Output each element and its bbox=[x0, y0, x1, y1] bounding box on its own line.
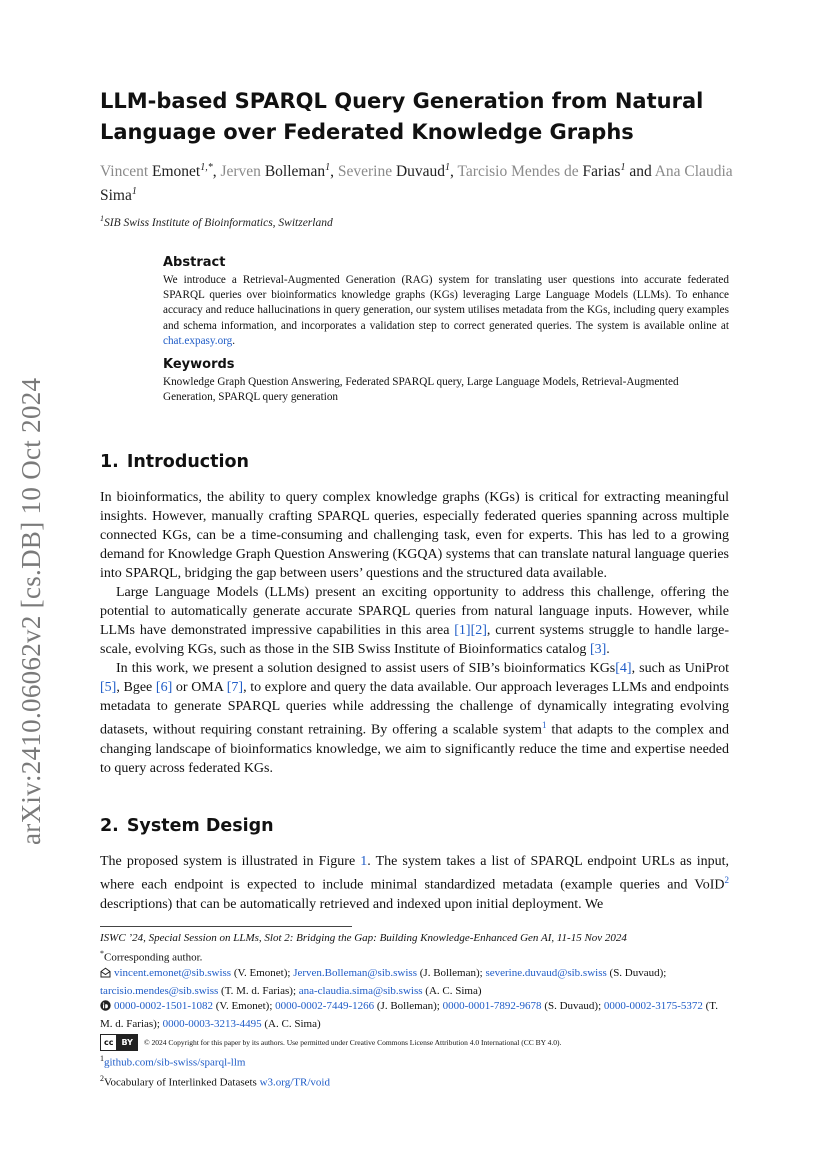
github-link[interactable]: github.com/sib-swiss/sparql-llm bbox=[104, 1056, 246, 1069]
author: Jerven Bolleman$^1$, bbox=[220, 162, 338, 181]
void-link[interactable]: w3.org/TR/void bbox=[259, 1076, 330, 1089]
orcid-link[interactable]: 0000-0002-1501-1082 bbox=[114, 1000, 213, 1013]
author: Tarcisio Mendes de Farias$^1$ and bbox=[457, 162, 655, 181]
paragraph: In this work, we present a solution designed to assist users of SIB’s bioinformatics KGs[4], such as UniProt [5], Bgee [6] or OMA [7], to explore and query the data available. Our approach leverages LLMs and endpoints metadata to generate SPARQL queries while addressing the challenge of dynamically integrating evolving datasets, without requiring constant retraining. By offering a scalable system$^1$ that adapts to the complex and changing landscape of bioinformatics knowledge, we aim to significantly reduce the time and expertise needed to query across federated KGs. bbox=[100, 661, 730, 776]
paragraph: Large Language Models (LLMs) present an exciting opportunity to address this challenge, offering the potential to automatically generate accurate SPARQL queries from natural language inputs. However, while LLMs have demonstrated impressive capabilities in this area [1][2], current systems struggle to handle large-scale, evolving KGs, such as those in the SIB Swiss Institute of Bioinformatics catalog [3]. bbox=[100, 585, 729, 657]
orcid-link[interactable]: 0000-0001-7892-9678 bbox=[442, 1000, 542, 1013]
email-link[interactable]: vincent.emonet@sib.swiss bbox=[114, 967, 232, 980]
citation-link[interactable]: [4] bbox=[615, 661, 632, 676]
abstract bbox=[163, 255, 729, 349]
email-link[interactable]: Jerven.Bolleman@sib.swiss bbox=[293, 967, 417, 980]
envelope-icon bbox=[100, 967, 111, 983]
paper-title bbox=[100, 86, 740, 148]
copyright-text: © 2024 Copyright for this paper by its authors. Use permitted under Creative Commons License Attribution 4.0 International (CC BY 4.0). bbox=[143, 1037, 562, 1047]
email-link[interactable]: severine.duvaud@sib.swiss bbox=[485, 967, 607, 980]
email-link[interactable]: ana-claudia.sima@sib.swiss bbox=[298, 984, 423, 997]
abstract-heading: Abstract bbox=[163, 255, 226, 270]
orcid-list: 0000-0002-1501-1082 (V. Emonet); 0000-0002-7449-1266 (J. Bolleman); 0000-0001-7892-9678 (S. Duvaud); 0000-0002-3175-5372 (T. M. d. Farias); 0000-0003-3213-4495 (A. C. Sima) bbox=[100, 1000, 718, 1030]
author-list bbox=[100, 158, 740, 206]
footnote-marker[interactable]: 1 bbox=[541, 720, 547, 730]
section-heading-introduction: 1. Introduction bbox=[100, 452, 250, 472]
corresponding-note: *Corresponding author. bbox=[100, 949, 203, 965]
system-design-body bbox=[100, 852, 729, 914]
paragraph: The proposed system is illustrated in Figure 1. The system takes a list of SPARQL endpoint URLs as input, where each endpoint is expected to include minimal standardized metadata (example queries and VoID$^2$ descriptions) that can be automatically retrieved and indexed upon initial deployment. We bbox=[100, 854, 729, 912]
orcid-link[interactable]: 0000-0002-7449-1266 bbox=[275, 1000, 375, 1013]
orcid-link[interactable]: 0000-0003-3213-4495 bbox=[162, 1017, 262, 1030]
orcid-link[interactable]: 0000-0002-3175-5372 bbox=[603, 1000, 703, 1013]
author: Severine Duvaud$^1$, bbox=[337, 162, 458, 181]
footnote-marker[interactable]: 2 bbox=[724, 875, 729, 885]
introduction-body bbox=[100, 488, 729, 778]
footnote-1: $^1$github.com/sib-swiss/sparql-llm bbox=[100, 1054, 246, 1069]
arxiv-sidebar-stamp: arXiv:2410.06062v2 [cs.DB] 10 Oct 2024 bbox=[16, 377, 46, 845]
orcid-icon bbox=[100, 1000, 111, 1016]
license-row bbox=[100, 1034, 729, 1051]
citation-link[interactable]: [5] bbox=[100, 680, 117, 695]
email-link[interactable]: tarcisio.mendes@sib.swiss bbox=[100, 984, 219, 997]
author: Vincent Emonet$^{1,*}$, bbox=[100, 162, 221, 181]
citation-link[interactable]: [7] bbox=[226, 680, 244, 695]
figure-link[interactable]: 1 bbox=[360, 854, 368, 869]
section-heading-system-design: 2. System Design bbox=[100, 816, 274, 836]
cc-by-license-icon: cc BY bbox=[100, 1034, 138, 1051]
title-line-2: Language over Federated Knowledge Graphs bbox=[100, 120, 634, 144]
paragraph: In bioinformatics, the ability to query complex knowledge graphs (KGs) is critical for extracting meaningful insights. However, manually crafting SPARQL queries, especially federated queries spanning across multiple connected KGs, can be a time-consuming and challenging task, even for experts. This has led to a growing demand for Knowledge Graph Question Answering (KGQA) systems that can translate natural language queries into SPARQL, bridging the gap between users’ questions and the structured data available. bbox=[100, 490, 729, 581]
footnotes bbox=[100, 931, 729, 1091]
abstract-text: We introduce a Retrieval-Augmented Generation (RAG) system for translating user questions into accurate federated SPARQL queries over bioinformatics knowledge graphs (KGs) leveraging Large Language Models (LLMs). To enhance accuracy and reduce hallucinations in query generation, our system utilises metadata from the KGs, including query examples and schema information, and incorporates a validation step to correct generated queries. The system is available online at chat.expasy.org. bbox=[163, 274, 729, 347]
abstract-link[interactable]: chat.expasy.org bbox=[163, 334, 233, 347]
citation-link[interactable]: [1] bbox=[454, 623, 471, 638]
keywords-heading: Keywords bbox=[163, 357, 235, 372]
citation-link[interactable]: [2] bbox=[470, 623, 487, 638]
keywords-text: Knowledge Graph Question Answering, Federated SPARQL query, Large Language Models, Retrieval-Augmented Generation, SPARQL query generation bbox=[163, 376, 679, 404]
affiliation: $^1$SIB Swiss Institute of Bioinformatics, Switzerland bbox=[100, 214, 333, 229]
author: Ana Claudia Sima$^1$ bbox=[100, 163, 733, 205]
keywords bbox=[163, 357, 729, 405]
footnote-divider bbox=[100, 926, 352, 927]
email-list: vincent.emonet@sib.swiss (V. Emonet); Jerven.Bolleman@sib.swiss (J. Bolleman); severine.duvaud@sib.swiss (S. Duvaud); tarcisio.mendes@sib.swiss (T. M. d. Farias); ana-claudia.sima@sib.swiss (A. C. Sima) bbox=[100, 967, 667, 997]
citation-link[interactable]: [3] bbox=[589, 642, 607, 657]
venue-note: ISWC ’24, Special Session on LLMs, Slot 2: Bridging the Gap: Building Knowledge-Enhanced Gen AI, 11-15 Nov 2024 bbox=[100, 932, 627, 944]
citation-link[interactable]: [6] bbox=[155, 680, 173, 695]
title-line-1: LLM-based SPARQL Query Generation from Natural bbox=[100, 89, 704, 113]
footnote-2: $^2$Vocabulary of Interlinked Datasets w3.org/TR/void bbox=[100, 1074, 330, 1089]
